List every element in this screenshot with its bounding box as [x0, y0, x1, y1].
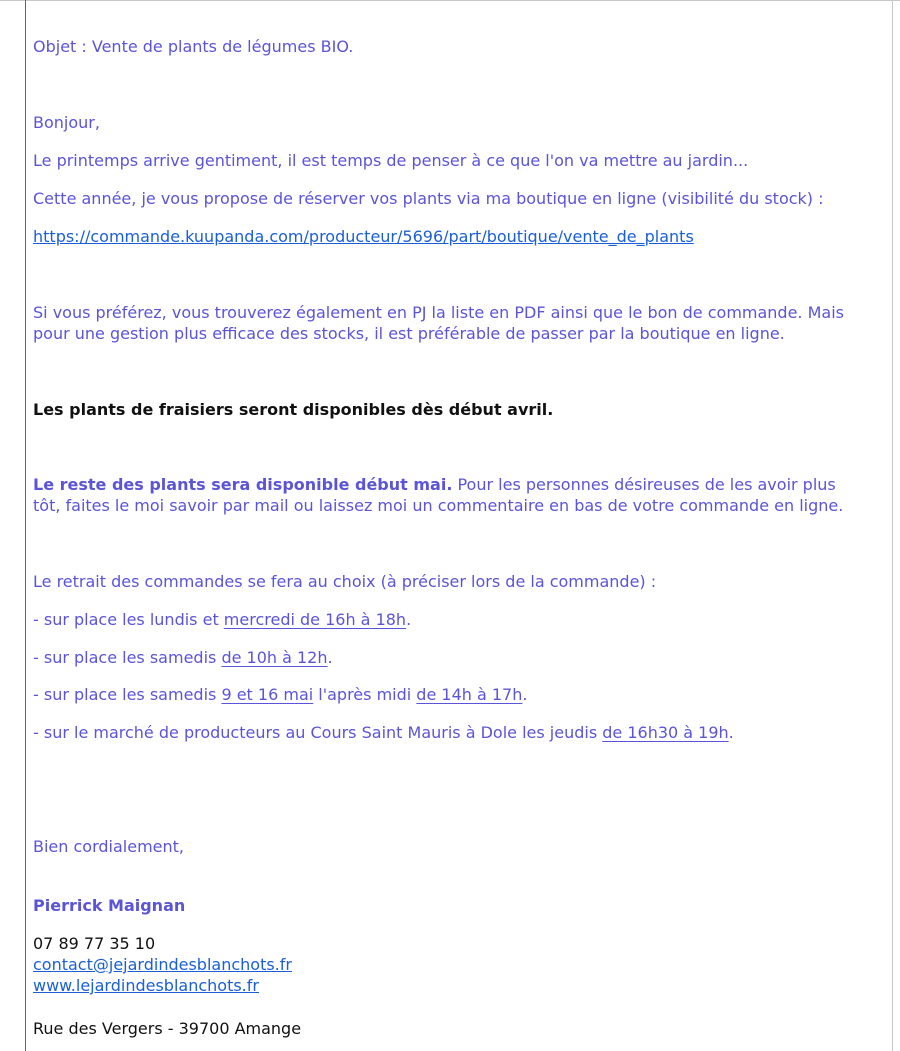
shop-link-line: [33, 226, 694, 247]
pickup-option-3: [33, 684, 527, 705]
pickup-option-4-hours: de 16h30 à 19h: [602, 723, 729, 742]
paragraph-spring: Le printemps arrive gentiment, il est temps de penser à ce que l'on va mettre au jardin...: [33, 151, 749, 170]
pickup-option-4-text: - sur le marché de producteurs au Cours Saint Mauris à Dole les jeudis: [33, 723, 603, 742]
rest-availability-line2: tôt, faites le moi savoir par mail ou laissez moi un commentaire en bas de votre commande en ligne.: [33, 496, 844, 515]
paragraph-shop-intro: Cette année, je vous propose de réserver vos plants via ma boutique en ligne (visibilité du stock) :: [33, 189, 824, 208]
pickup-option-4: [33, 722, 734, 743]
right-divider: [892, 0, 893, 1051]
pickup-option-3-dates: 9 et 16 mai: [221, 685, 314, 704]
signature-address: Rue des Vergers - 39700 Amange: [33, 1019, 302, 1038]
signature-phone: 07 89 77 35 10: [33, 934, 156, 953]
signature-email-link[interactable]: contact@jejardindesblanchots.fr: [33, 955, 292, 974]
pickup-option-3-text: - sur place les samedis: [33, 685, 222, 704]
pickup-option-2: [33, 647, 333, 668]
pickup-option-2-end: .: [327, 648, 333, 667]
rest-availability-line1: [33, 474, 836, 495]
greeting: Bonjour,: [33, 113, 100, 132]
quote-left-border: [25, 0, 26, 1051]
pickup-option-2-hours: de 10h à 12h: [221, 648, 328, 667]
pickup-option-1-hours: mercredi de 16h à 18h: [223, 610, 407, 629]
closing: Bien cordialement,: [33, 837, 184, 856]
signature-web-line: [33, 975, 259, 996]
pickup-option-2-text: - sur place les samedis: [33, 648, 222, 667]
pickup-option-1-end: .: [406, 610, 412, 629]
top-divider: [0, 0, 900, 1]
signature-name: Pierrick Maignan: [33, 896, 186, 915]
strawberry-notice: Les plants de fraisiers seront disponibles dès début avril.: [33, 400, 554, 419]
pickup-option-3-mid: l'après midi: [313, 685, 417, 704]
paragraph-pdf-line2: pour une gestion plus efficace des stocks, il est préférable de passer par la boutique en ligne.: [33, 324, 785, 343]
pickup-option-1-text: - sur place les lundis et: [33, 610, 224, 629]
pickup-intro: Le retrait des commandes se fera au choix (à préciser lors de la commande) :: [33, 572, 657, 591]
pickup-option-3-end: .: [522, 685, 528, 704]
pickup-option-4-end: .: [728, 723, 734, 742]
pickup-option-3-hours: de 14h à 17h: [416, 685, 523, 704]
pickup-option-1: [33, 609, 411, 630]
shop-link[interactable]: https://commande.kuupanda.com/producteur/5696/part/boutique/vente_de_plants: [33, 227, 694, 246]
email-subject: Objet : Vente de plants de légumes BIO.: [33, 37, 354, 56]
rest-availability-tail: Pour les personnes désireuses de les avoir plus: [452, 475, 836, 494]
paragraph-pdf-line1: Si vous préférez, vous trouverez également en PJ la liste en PDF ainsi que le bon de commande. Mais: [33, 303, 844, 322]
rest-availability-bold: Le reste des plants sera disponible début mai.: [33, 475, 453, 494]
signature-email-line: [33, 954, 292, 975]
signature-web-link[interactable]: www.lejardindesblanchots.fr: [33, 976, 259, 995]
